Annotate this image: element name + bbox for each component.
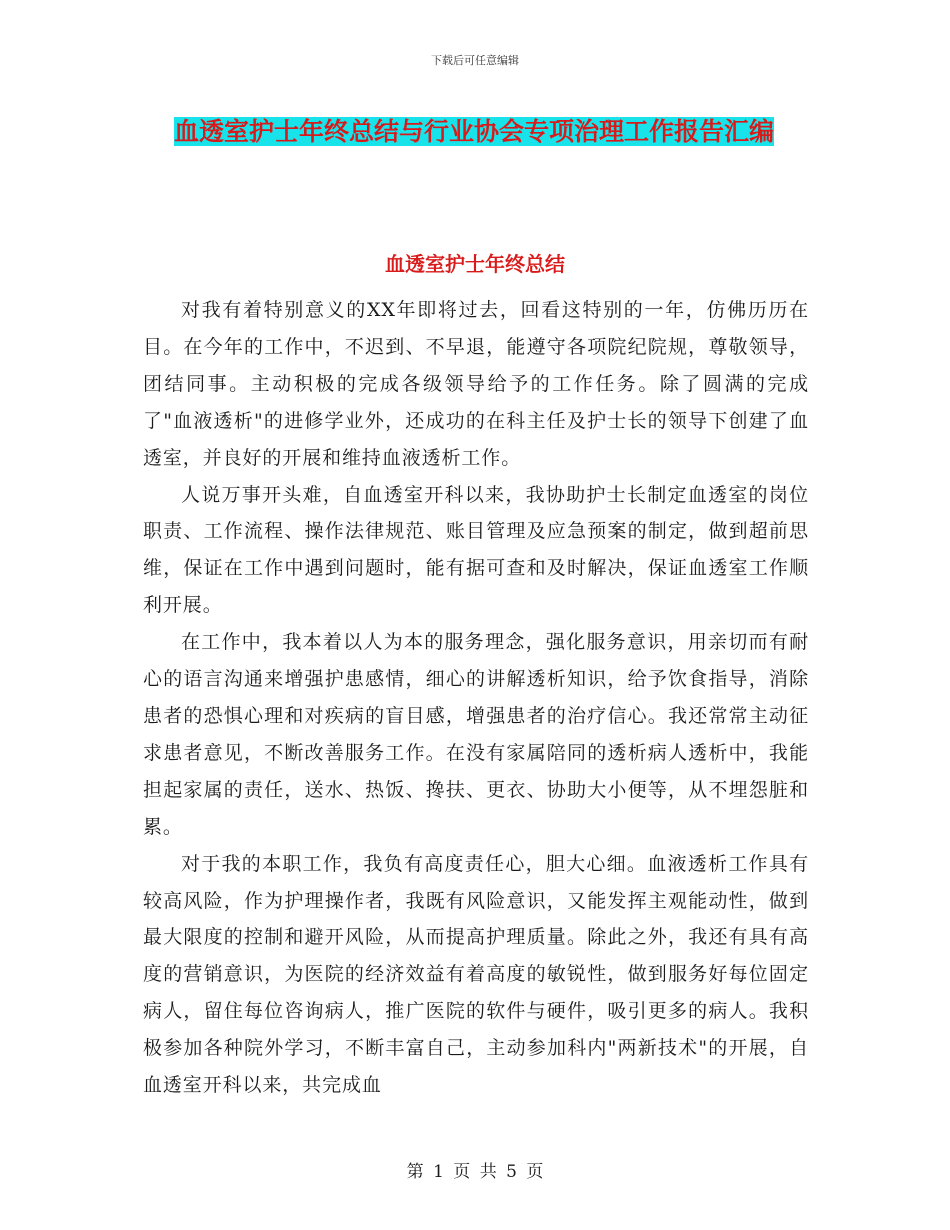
paragraph-4: 对于我的本职工作，我负有高度责任心，胆大心细。血液透析工作具有较高风险，作为护理操作者，我既有风险意识，又能发挥主观能动性，做到最大限度的控制和避开风险，从而提高护理质量。除此之外，我还有具有高度的营销意识，为医院的经济效益有着高度的敏锐性，做到服务好每位固定病人，留住每位咨询病人，推广医院的软件与硬件，吸引更多的病人。我积极参加各种院外学习，不断丰富自己，主动参加科内"两新技术"的开展，自血透室开科以来，共完成血: [143, 852, 809, 1097]
paragraph-2: 人说万事开头难，自血透室开科以来，我协助护士长制定血透室的岗位职责、工作流程、操作法律规范、账目管理及应急预案的制定，做到超前思维，保证在工作中遇到问题时，能有据可查和及时解决，保证血透室工作顺利开展。: [143, 483, 809, 617]
header-note: 下载后可任意编辑: [431, 54, 519, 67]
document-body: [143, 292, 809, 1104]
document-title-text: 血透室护士年终总结与行业协会专项治理工作报告汇编: [173, 117, 774, 146]
section-title: 血透室护士年终总结: [385, 252, 565, 276]
page-footer: 第 1 页 共 5 页: [406, 1162, 544, 1182]
document-title: [140, 110, 808, 154]
paragraph-1: 对我有着特别意义的XX年即将过去，回看这特别的一年，仿佛历历在目。在今年的工作中，不迟到、不早退，能遵守各项院纪院规，尊敬领导，团结同事。主动积极的完成各级领导给予的工作任务。除了圆满的完成了"血液透析"的进修学业外，还成功的在科主任及护士长的领导下创建了血透室，并良好的开展和维持血液透析工作。: [143, 299, 809, 469]
paragraph-3: 在工作中，我本着以人为本的服务理念，强化服务意识，用亲切而有耐心的语言沟通来增强护患感情，细心的讲解透析知识，给予饮食指导，消除患者的恐惧心理和对疾病的盲目感，增强患者的治疗信心。我还常常主动征求患者意见，不断改善服务工作。在没有家属陪同的透析病人透析中，我能担起家属的责任，送水、热饭、搀扶、更衣、协助大小便等，从不埋怨脏和累。: [143, 631, 809, 838]
